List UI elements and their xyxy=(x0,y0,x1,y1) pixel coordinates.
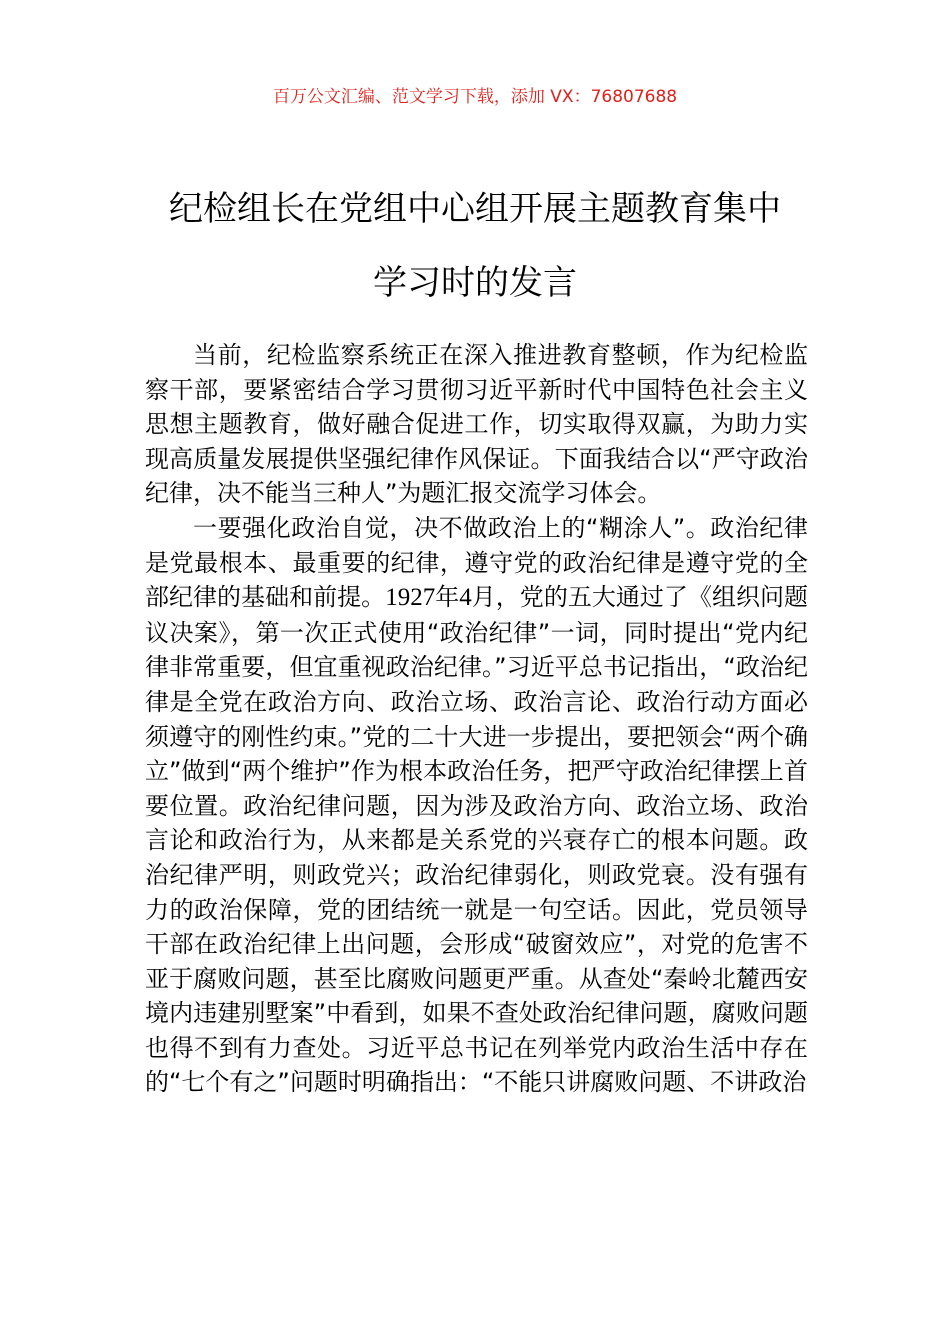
year-unit: 年 xyxy=(435,583,460,612)
year-number: 1927 xyxy=(385,584,436,612)
month-number: 4 xyxy=(459,584,472,612)
paragraph-text-segment: 月，党的五大通过了《组织问题议决案》，第一次正式使用“政治纪律”一词，同时提出“党内纪律非常重要，但宜重视政治纪律。”习近平总书记指出，“政治纪律是全党在政治方向、政治立场、政治言论、政治行动方面必须遵守的刚性约束。”党的二十大进一步提出，要把领会“两个确立”做到“两个维护”作为根本政治任务，把严守政治纪律摆上首要位置。政治纪律问题，因为涉及政治方向、政治立场、政治言论和政治行为，从来都是关系党的兴衰存亡的根本问题。政治纪律严明，则政党兴；政治纪律弱化，则政党衰。没有强有力的政治保障，党的团结统一就是一句空话。因此，党员领导干部在政治纪律上出问题，会形成“破窗效应”，对党的危害不亚于腐败问题，甚至比腐败问题更严重。从查处“秦岭北麓西安境内违建别墅案”中看到，如果不查处政治纪律问题，腐败问题也得不到有力查处。习近平总书记在列举党内政治生活中存在的“七个有之”问题时明确指出：“不能只讲腐败问题、不讲政治 xyxy=(145,583,809,1097)
title-line-2: 学习时的发言 xyxy=(373,263,577,303)
title-line-1: 纪检组长在党组中心组开展主题教育集中 xyxy=(169,189,781,229)
paragraph-political-discipline xyxy=(145,511,808,1100)
document-title xyxy=(110,172,840,320)
paragraph-text-segment: 一要强化政治自觉，决不做政治上的“糊涂人”。政治纪律是党最根本、最重要的纪律，遵守党的政治纪律是遵守党的全部纪律的基础和前提。 xyxy=(145,513,808,612)
paragraph-intro: 当前，纪检监察系统正在深入推进教育整顿，作为纪检监察干部，要紧密结合学习贯彻习近平新时代中国特色社会主义思想主题教育，做好融合促进工作，切实取得双赢，为助力实现高质量发展提供坚强纪律作风保证。下面我结合以“严守政治纪律，决不能当三种人”为题汇报交流学习体会。 xyxy=(145,341,808,508)
document-body xyxy=(145,338,808,1100)
header-watermark-note: 百万公文汇编、范文学习下载，添加 VX：76807688 xyxy=(272,87,678,107)
